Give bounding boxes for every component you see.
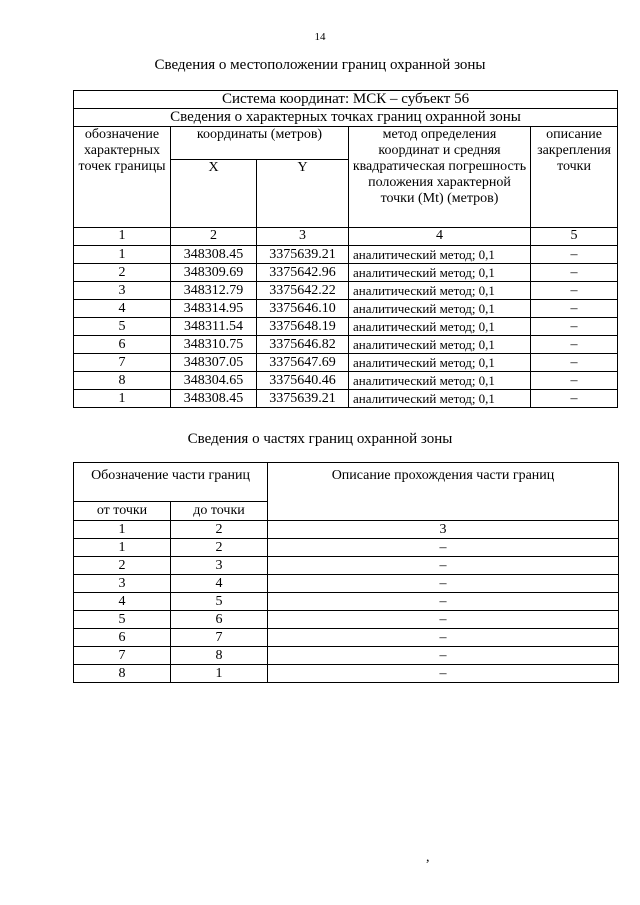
to-cell: 7 xyxy=(171,629,268,647)
desc-cell: – xyxy=(531,336,618,354)
table-row xyxy=(74,557,619,575)
table-row xyxy=(74,246,618,264)
x-cell: 348310.75 xyxy=(171,336,257,354)
x-cell: 348312.79 xyxy=(171,282,257,300)
y-cell: 3375639.21 xyxy=(257,246,349,264)
from-cell: 1 xyxy=(74,539,171,557)
table-row xyxy=(74,282,618,300)
method-cell: аналитический метод; 0,1 xyxy=(349,372,531,390)
col-header-part-desc: Описание прохождения части границ xyxy=(268,463,619,521)
from-cell: 5 xyxy=(74,611,171,629)
x-cell: 348314.95 xyxy=(171,300,257,318)
desc-cell: – xyxy=(531,282,618,300)
point-cell: 3 xyxy=(74,282,171,300)
y-cell: 3375639.21 xyxy=(257,390,349,408)
col-header-desc: описание закрепления точки xyxy=(531,127,618,228)
from-cell: 4 xyxy=(74,593,171,611)
col-header-part: Обозначение части границ xyxy=(74,463,268,502)
y-cell: 3375648.19 xyxy=(257,318,349,336)
to-cell: 1 xyxy=(171,665,268,683)
table-row xyxy=(74,300,618,318)
to-cell: 4 xyxy=(171,575,268,593)
table-row xyxy=(74,647,619,665)
col-number: 3 xyxy=(257,228,349,246)
x-cell: 348308.45 xyxy=(171,246,257,264)
to-cell: 6 xyxy=(171,611,268,629)
method-cell: аналитический метод; 0,1 xyxy=(349,336,531,354)
y-cell: 3375647.69 xyxy=(257,354,349,372)
table-row xyxy=(74,372,618,390)
part-desc-cell: – xyxy=(268,611,619,629)
from-cell: 8 xyxy=(74,665,171,683)
col-number: 1 xyxy=(74,521,171,539)
y-cell: 3375640.46 xyxy=(257,372,349,390)
table-row xyxy=(74,336,618,354)
method-cell: аналитический метод; 0,1 xyxy=(349,246,531,264)
point-cell: 1 xyxy=(74,390,171,408)
table-row xyxy=(74,665,619,683)
point-cell: 5 xyxy=(74,318,171,336)
desc-cell: – xyxy=(531,354,618,372)
table-row xyxy=(74,611,619,629)
col-header-y: Y xyxy=(257,160,349,228)
method-cell: аналитический метод; 0,1 xyxy=(349,318,531,336)
method-cell: аналитический метод; 0,1 xyxy=(349,354,531,372)
y-cell: 3375642.22 xyxy=(257,282,349,300)
method-cell: аналитический метод; 0,1 xyxy=(349,264,531,282)
desc-cell: – xyxy=(531,300,618,318)
part-desc-cell: – xyxy=(268,647,619,665)
table-row xyxy=(74,539,619,557)
col-number: 4 xyxy=(349,228,531,246)
table-row xyxy=(74,575,619,593)
section-title-parts: Сведения о частях границ охранной зоны xyxy=(187,431,453,447)
col-number: 2 xyxy=(171,228,257,246)
x-cell: 348307.05 xyxy=(171,354,257,372)
table-row xyxy=(74,390,618,408)
col-number: 1 xyxy=(74,228,171,246)
to-cell: 2 xyxy=(171,539,268,557)
from-cell: 3 xyxy=(74,575,171,593)
part-desc-cell: – xyxy=(268,539,619,557)
y-cell: 3375646.10 xyxy=(257,300,349,318)
table-row xyxy=(74,318,618,336)
part-desc-cell: – xyxy=(268,593,619,611)
part-desc-cell: – xyxy=(268,629,619,647)
page-number: 14 xyxy=(314,31,326,43)
desc-cell: – xyxy=(531,318,618,336)
col-number: 3 xyxy=(268,521,619,539)
col-header-coords: координаты (метров) xyxy=(171,127,349,160)
from-cell: 6 xyxy=(74,629,171,647)
from-cell: 2 xyxy=(74,557,171,575)
point-cell: 6 xyxy=(74,336,171,354)
y-cell: 3375646.82 xyxy=(257,336,349,354)
method-cell: аналитический метод; 0,1 xyxy=(349,300,531,318)
desc-cell: – xyxy=(531,390,618,408)
table-row xyxy=(74,629,619,647)
point-cell: 7 xyxy=(74,354,171,372)
col-header-method: метод определения координат и средняя квадратическая погрешность положения характерной точки (Mt) (метров) xyxy=(349,127,531,228)
col-number: 5 xyxy=(531,228,618,246)
method-cell: аналитический метод; 0,1 xyxy=(349,282,531,300)
desc-cell: – xyxy=(531,246,618,264)
footer-mark: , xyxy=(426,850,430,865)
section-title-boundaries: Сведения о местоположении границ охранной зоны xyxy=(154,57,486,73)
desc-cell: – xyxy=(531,264,618,282)
part-desc-cell: – xyxy=(268,665,619,683)
to-cell: 3 xyxy=(171,557,268,575)
part-desc-cell: – xyxy=(268,575,619,593)
x-cell: 348308.45 xyxy=(171,390,257,408)
boundary-parts-table xyxy=(73,462,619,683)
x-cell: 348304.65 xyxy=(171,372,257,390)
coordinate-system: Система координат: МСК – субъект 56 xyxy=(74,91,618,109)
point-cell: 1 xyxy=(74,246,171,264)
table-row xyxy=(74,264,618,282)
table-subtitle: Сведения о характерных точках границ охранной зоны xyxy=(74,109,618,127)
table-row xyxy=(74,354,618,372)
method-cell: аналитический метод; 0,1 xyxy=(349,390,531,408)
x-cell: 348309.69 xyxy=(171,264,257,282)
col-header-point: обозначение характерных точек границы xyxy=(74,127,171,228)
characteristic-points-table xyxy=(73,90,618,408)
col-header-from: от точки xyxy=(74,502,171,521)
table-row xyxy=(74,593,619,611)
col-number: 2 xyxy=(171,521,268,539)
point-cell: 2 xyxy=(74,264,171,282)
x-cell: 348311.54 xyxy=(171,318,257,336)
col-header-to: до точки xyxy=(171,502,268,521)
point-cell: 8 xyxy=(74,372,171,390)
col-header-x: X xyxy=(171,160,257,228)
from-cell: 7 xyxy=(74,647,171,665)
to-cell: 8 xyxy=(171,647,268,665)
point-cell: 4 xyxy=(74,300,171,318)
part-desc-cell: – xyxy=(268,557,619,575)
y-cell: 3375642.96 xyxy=(257,264,349,282)
to-cell: 5 xyxy=(171,593,268,611)
desc-cell: – xyxy=(531,372,618,390)
